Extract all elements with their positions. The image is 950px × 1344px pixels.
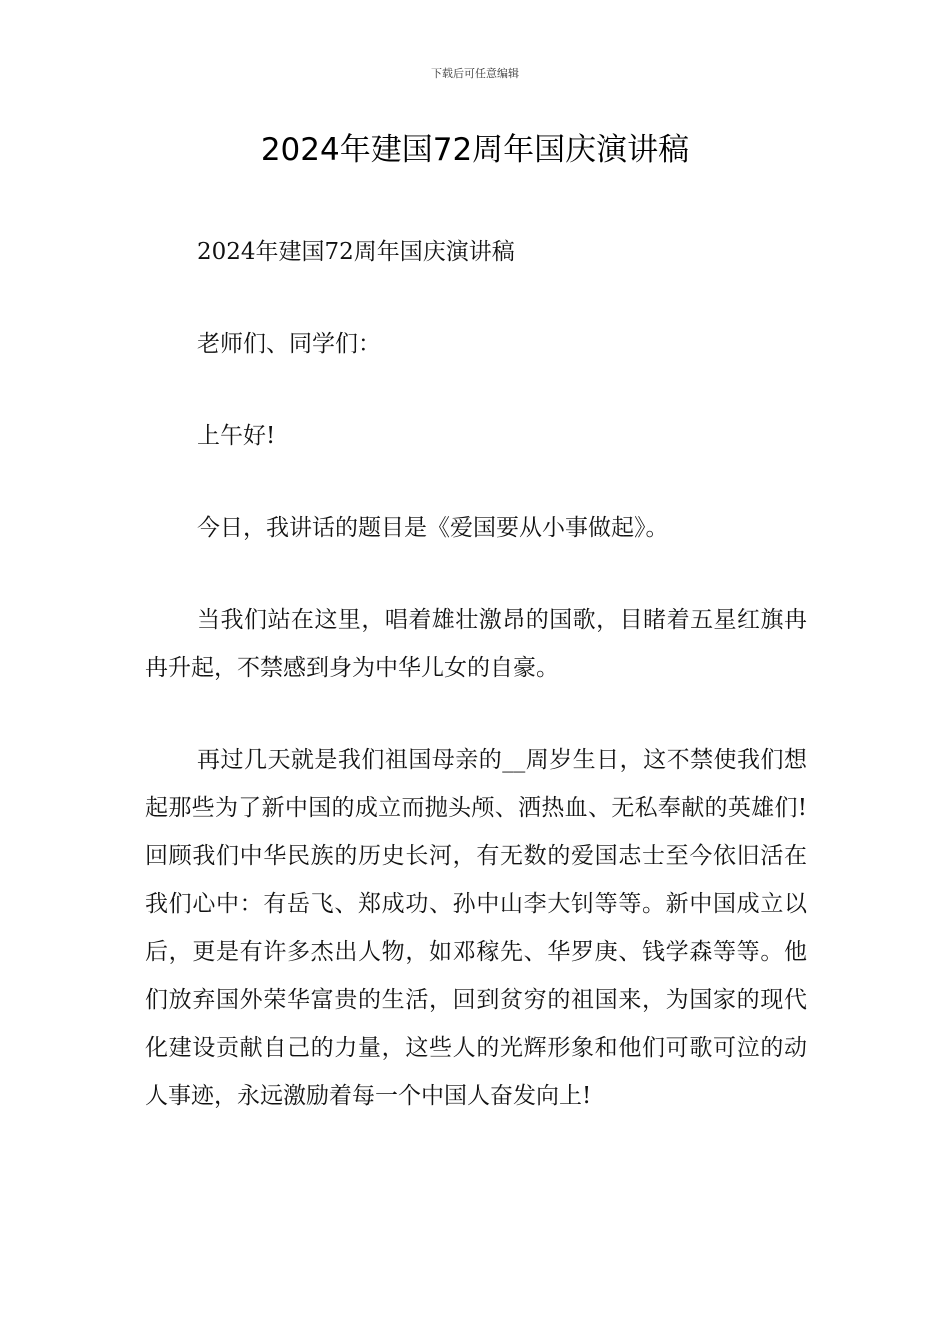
paragraph-heroes: 再过几天就是我们祖国母亲的__周岁生日，这不禁使我们想起那些为了新中国的成立而抛头颅、洒热血、无私奉献的英雄们!回顾我们中华民族的历史长河，有无数的爱国志士至今依旧活在我们心中：有岳飞、郑成功、孙中山李大钊等等。新中国成立以后，更是有许多杰出人物，如邓稼先、华罗庚、钱学森等等。他们放弃国外荣华富贵的生活，回到贫穷的祖国来，为国家的现代化建设贡献自己的力量，这些人的光辉形象和他们可歌可泣的动人事迹，永远激励着每一个中国人奋发向上! [145,747,807,1109]
paragraph-greeting: 上午好! [197,423,276,449]
paragraph-subtitle: 2024年建国72周年国庆演讲稿 [197,239,515,265]
document-body [145,228,807,1164]
paragraph-topic: 今日，我讲话的题目是《爱国要从小事做起》。 [197,515,669,541]
paragraph-flag: 当我们站在这里，唱着雄壮激昂的国歌，目睹着五星红旗冉冉升起，不禁感到身为中华儿女的自豪。 [145,607,807,681]
header-note: 下载后可任意编辑 [431,67,519,80]
document-title: 2024年建国72周年国庆演讲稿 [260,132,690,168]
paragraph-salutation: 老师们、同学们： [197,331,381,357]
